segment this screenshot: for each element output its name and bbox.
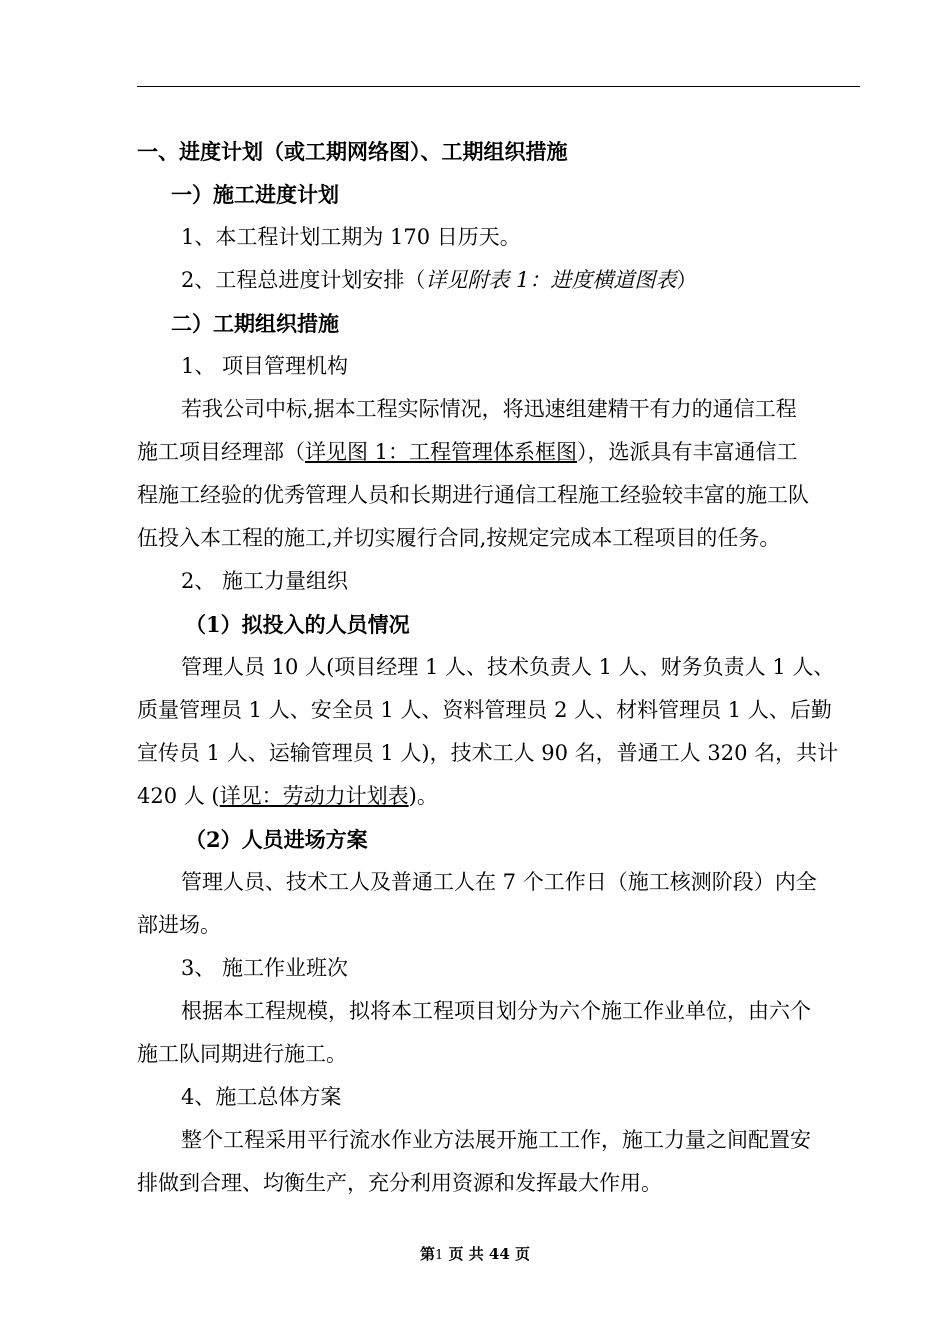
paragraph-line — [137, 775, 860, 818]
document-body — [137, 130, 860, 1205]
schedule-item-2-suffix: ） — [676, 268, 698, 292]
labor-plan-reference-link: 详见：劳动力计划表 — [219, 784, 409, 808]
paragraph-line: 管理人员、技术工人及普通工人在 7 个工作日（施工核测阶段）内全 — [181, 870, 817, 894]
header-rule — [137, 86, 860, 87]
section-heading-1: 一、进度计划（或工期网络图）、工期组织措施 — [137, 139, 568, 164]
schedule-item-2-reference: 详见附表 1：进度横道图表 — [425, 268, 677, 292]
schedule-item-2 — [137, 259, 860, 302]
schedule-item-2-prefix: 2、工程总进度计划安排（ — [181, 268, 426, 292]
subsection-title-measures: 二）工期组织措施 — [171, 311, 339, 336]
footer-page-number: 1 — [434, 1248, 444, 1263]
paragraph-line: 部进场。 — [137, 913, 221, 937]
measures-item-1-title: 1、 项目管理机构 — [181, 354, 349, 378]
paragraph-line — [137, 431, 860, 474]
paragraph-line: 宣传员 1 人、运输管理员 1 人)，技术工人 90 名，普通工人 320 名，共计 — [137, 741, 839, 765]
paragraph-line: 质量管理员 1 人、安全员 1 人、资料管理员 2 人、材料管理员 1 人、后勤 — [137, 698, 832, 722]
figure-reference-link: 详见图 1：工程管理体系框图 — [305, 440, 578, 464]
paragraph-line-suffix: ），选派具有丰富通信工 — [577, 440, 798, 464]
footer-suffix: 页 — [509, 1245, 531, 1263]
schedule-item-1: 1、本工程计划工期为 170 日历天。 — [181, 225, 521, 249]
staff-subtitle: （1）拟投入的人员情况 — [185, 612, 410, 637]
page-footer — [0, 1243, 950, 1264]
paragraph-line: 整个工程采用平行流水作业方法展开施工工作，施工力量之间配置安 — [181, 1128, 811, 1152]
paragraph-line-prefix: 施工项目经理部（ — [137, 440, 305, 464]
footer-total-pages: 44 — [488, 1245, 510, 1263]
paragraph-line: 管理人员 10 人(项目经理 1 人、技术负责人 1 人、财务负责人 1 人、 — [181, 655, 835, 679]
paragraph-line: 根据本工程规模，拟将本工程项目划分为六个施工作业单位，由六个 — [181, 999, 811, 1023]
paragraph-line: 伍投入本工程的施工,并切实履行合同,按规定完成本工程项目的任务。 — [137, 526, 781, 550]
subsection-title-schedule: 一）施工进度计划 — [171, 182, 339, 207]
measures-item-4-title: 4、施工总体方案 — [181, 1085, 342, 1109]
paragraph-line: 施工队同期进行施工。 — [137, 1042, 347, 1066]
paragraph-line-prefix: 420 人 ( — [137, 784, 220, 808]
entry-subtitle: （2）人员进场方案 — [185, 827, 368, 852]
measures-item-2-title: 2、 施工力量组织 — [181, 569, 349, 593]
paragraph-line: 若我公司中标,据本工程实际情况，将迅速组建精干有力的通信工程 — [181, 397, 797, 421]
measures-item-3-title: 3、 施工作业班次 — [181, 956, 349, 980]
footer-prefix: 第 — [419, 1245, 435, 1263]
paragraph-line: 排做到合理、均衡生产，充分利用资源和发挥最大作用。 — [137, 1171, 662, 1195]
footer-middle: 页 共 — [443, 1245, 489, 1263]
paragraph-line: 程施工经验的优秀管理人员和长期进行通信工程施工经验较丰富的施工队 — [137, 483, 809, 507]
paragraph-line-suffix: )。 — [408, 784, 438, 808]
